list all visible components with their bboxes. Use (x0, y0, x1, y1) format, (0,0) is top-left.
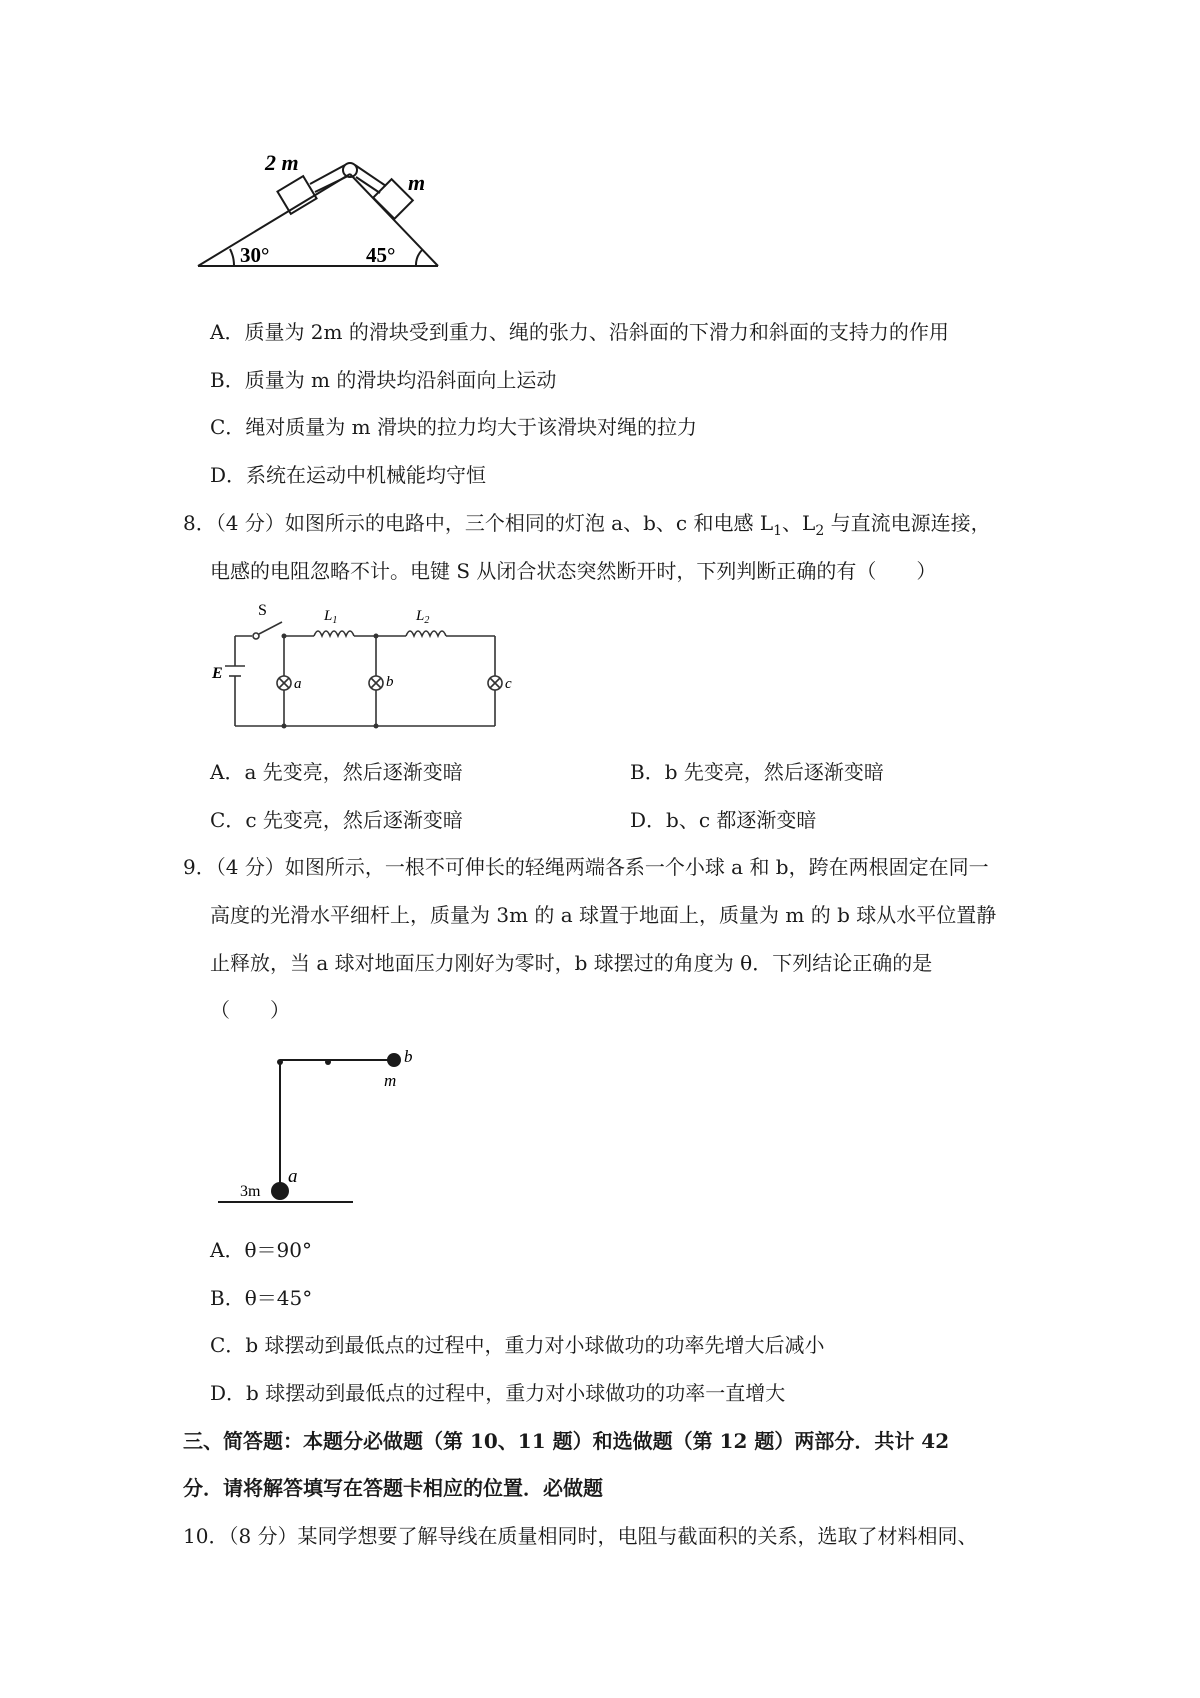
q8-mid: 、L (782, 511, 816, 535)
option-letter: B． (210, 1286, 245, 1310)
section3-heading-line2: 分．请将解答填写在答题卡相应的位置．必做题 (183, 1476, 603, 1500)
option-text: 质量为 m 的滑块均沿斜面向上运动 (244, 368, 557, 392)
label-45deg: 45° (366, 243, 396, 267)
q8-text: （4 分）如图所示的电路中，三个相同的灯泡 a、b、c 和电感 L (215, 511, 774, 535)
label-source: E (212, 665, 223, 682)
option-text: c 先变亮，然后逐渐变暗 (245, 808, 463, 832)
q9-stem-line3: 止释放，当 a 球对地面压力刚好为零时，b 球摆过的角度为 θ．下列结论正确的是 (210, 951, 933, 975)
q9-option-c (210, 1331, 824, 1359)
label-l1: $L_1$ (324, 608, 338, 626)
q9-stem-line4: （ ） (210, 998, 290, 1022)
ball-b (387, 1053, 401, 1067)
option-text: θ＝90° (244, 1238, 312, 1262)
q8-stem-line1 (183, 509, 991, 545)
angle-arc-right (416, 250, 422, 266)
option-letter: C． (210, 808, 246, 832)
option-text: b、c 都逐渐变暗 (666, 808, 817, 832)
q9-stem-line2: 高度的光滑水平细杆上，质量为 3m 的 a 球置于地面上，质量为 m 的 b 球从水平位置静 (210, 903, 997, 927)
q8-number: 8． (183, 511, 216, 535)
junction-dot (282, 634, 287, 639)
option-letter: D． (210, 1381, 247, 1405)
option-text: a 先变亮，然后逐渐变暗 (244, 760, 463, 784)
pendulum-figure (208, 1040, 428, 1210)
label-bulb-a: a (294, 676, 302, 692)
label-m: m (408, 170, 426, 195)
q7-option-d (210, 461, 486, 489)
q10-text: （8 分）某同学想要了解导线在质量相同时，电阻与截面积的关系，选取了材料相同、 (228, 1524, 978, 1548)
q8-tail: 与直流电源连接， (824, 511, 991, 535)
label-ball-b: b (404, 1047, 413, 1066)
label-bulb-c: c (505, 676, 512, 692)
block-2m (277, 176, 316, 214)
q9-option-b (210, 1284, 312, 1312)
angle-arc-left (230, 249, 234, 266)
option-letter: B． (210, 368, 245, 392)
peg-right (325, 1059, 331, 1065)
bulb-b-cross (371, 678, 381, 688)
label-bulb-b: b (386, 674, 394, 690)
q7-option-b (210, 366, 556, 394)
option-text: 质量为 2m 的滑块受到重力、绳的张力、沿斜面的下滑力和斜面的支持力的作用 (244, 320, 949, 344)
q9-stem-line1 (183, 853, 989, 881)
q7-option-a (210, 318, 949, 346)
inductor-l1 (314, 631, 354, 636)
label-2m: 2 m (265, 150, 299, 175)
label-mass-m: m (384, 1071, 397, 1090)
option-text: θ＝45° (244, 1286, 313, 1310)
label-l2: $L_2$ (416, 608, 430, 626)
option-letter: C． (210, 1333, 246, 1357)
option-text: 系统在运动中机械能均守恒 (246, 463, 487, 487)
option-letter: A． (210, 320, 245, 344)
q10-number: 10． (183, 1524, 229, 1548)
switch-contact (253, 633, 259, 639)
incline-left-slope (198, 174, 350, 266)
bulb-c-cross (490, 678, 500, 688)
q9-number: 9． (183, 855, 216, 879)
q8-option-c (210, 806, 463, 834)
bulb-a-cross (279, 678, 289, 688)
option-letter: C． (210, 415, 246, 439)
block-m (373, 179, 413, 219)
q9-option-a (210, 1236, 312, 1264)
q8-stem-line2: 电感的电阻忽略不计。电键 S 从闭合状态突然断开时，下列判断正确的有（ ） (210, 559, 937, 583)
junction-dot (374, 724, 379, 729)
label-mass-3m: 3m (240, 1183, 261, 1200)
option-letter: A． (210, 1238, 245, 1262)
junction-dot (282, 724, 287, 729)
option-letter: A． (210, 760, 245, 784)
ball-a (271, 1182, 289, 1200)
q8-option-d (630, 806, 816, 834)
peg-left (277, 1059, 283, 1065)
q8-sub1: 1 (773, 523, 783, 539)
option-letter: B． (630, 760, 665, 784)
q10-stem-line1 (183, 1522, 978, 1550)
option-text: b 球摆动到最低点的过程中，重力对小球做功的功率一直增大 (246, 1381, 786, 1405)
q9-option-d (210, 1379, 785, 1407)
option-letter: D． (210, 463, 247, 487)
q8-option-b (630, 758, 884, 786)
q8-option-a (210, 758, 463, 786)
incline-figure (190, 148, 450, 273)
switch-blade (259, 622, 282, 634)
option-text: b 球摆动到最低点的过程中，重力对小球做功的功率先增大后减小 (245, 1333, 825, 1357)
label-switch: S (258, 602, 267, 619)
option-text: b 先变亮，然后逐渐变暗 (664, 760, 884, 784)
inductor-l2 (406, 631, 446, 636)
label-30deg: 30° (240, 243, 270, 267)
q7-option-c (210, 413, 697, 441)
q8-sub2: 2 (815, 523, 825, 539)
section3-heading-line1: 三、简答题：本题分必做题（第 10、11 题）和选做题（第 12 题）两部分．共计 42 (183, 1429, 950, 1453)
option-letter: D． (630, 808, 667, 832)
q9-text: （4 分）如图所示，一根不可伸长的轻绳两端各系一个小球 a 和 b，跨在两根固定在同一 (215, 855, 989, 879)
circuit-figure (210, 598, 540, 738)
label-ball-a: a (288, 1166, 298, 1187)
junction-dot (374, 634, 379, 639)
option-text: 绳对质量为 m 滑块的拉力均大于该滑块对绳的拉力 (245, 415, 697, 439)
